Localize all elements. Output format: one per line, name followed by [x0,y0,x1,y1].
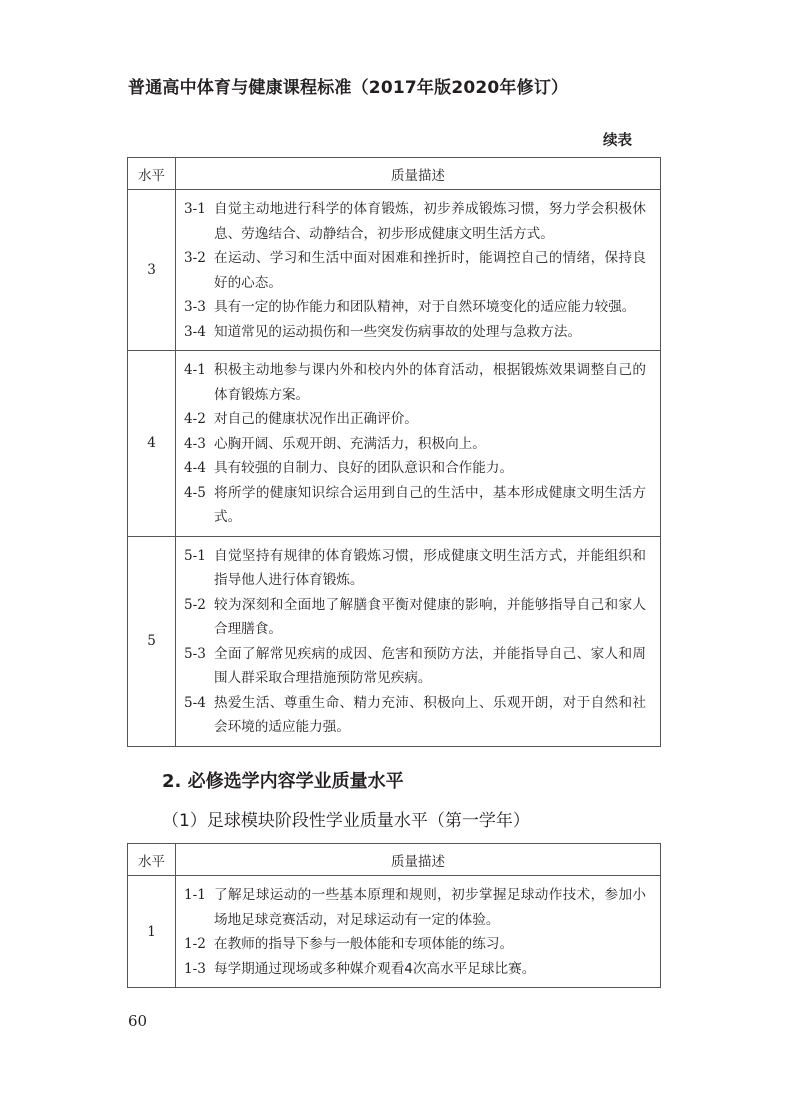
quality-table-continued [127,157,661,747]
description-cell [176,190,661,351]
running-header: 普通高中体育与健康课程标准（2017年版2020年修订） [128,78,569,98]
section-heading: 2. 必修选学内容学业质量水平 [162,771,404,792]
quality-item [184,593,646,642]
level-cell: 5 [128,536,176,746]
item-number: 5-3 [184,645,206,662]
quality-item [184,544,646,593]
item-number: 3-3 [184,299,206,315]
item-text: 在教师的指导下参与一般体能和专项体能的练习。 [214,936,514,952]
item-text: 全面了解常见疾病的成因、危害和预防方法，并能指导自己、家人和周围人群采取合理措施预防常见疾病。 [214,645,646,686]
item-text: 具有较强的自制力、良好的团队意识和合作能力。 [214,460,514,476]
quality-item [184,481,646,530]
item-text: 自觉坚持有规律的体育锻炼习惯，形成健康文明生活方式，并能组织和指导他人进行体育锻炼。 [214,547,646,588]
item-text: 心胸开阔、乐观开朗、充满活力，积极向上。 [214,435,486,452]
item-text: 将所学的健康知识综合运用到自己的生活中，基本形成健康文明生活方式。 [214,484,646,525]
table-row-level-3 [128,190,661,351]
level-cell: 3 [128,190,176,351]
page-number: 60 [128,1012,148,1030]
item-number: 3-4 [184,323,206,340]
item-number: 4-5 [184,484,206,501]
item-number: 1-3 [184,960,206,977]
quality-item [184,320,646,345]
quality-item [184,691,646,740]
item-number: 4-4 [184,460,206,476]
description-cell [176,536,661,746]
column-header-level: 水平 [128,844,176,876]
item-text: 在运动、学习和生活中面对困难和挫折时，能调控自己的情绪，保持良好的心态。 [214,250,646,291]
level-cell: 1 [128,876,176,988]
table-row-level-4 [128,351,661,537]
subsection-heading: （1）足球模块阶段性学业质量水平（第一学年） [162,811,530,831]
item-text: 热爱生活、尊重生命、精力充沛、积极向上、乐观开朗，对于自然和社会环境的适应能力强。 [214,694,646,735]
item-text: 对自己的健康状况作出正确评价。 [214,411,418,427]
column-header-level: 水平 [128,158,176,190]
continued-table-label: 续表 [603,133,632,149]
item-number: 3-2 [184,250,206,266]
football-quality-table [127,843,661,988]
column-header-description: 质量描述 [176,158,661,190]
item-number: 1-2 [184,936,206,952]
item-number: 4-2 [184,411,206,427]
item-number: 3-1 [184,201,206,217]
item-text: 积极主动地参与课内外和校内外的体育活动，根据锻炼效果调整自己的体育锻炼方案。 [214,362,646,403]
quality-item [184,432,646,457]
item-text: 每学期通过现场或多种媒介观看4次高水平足球比赛。 [214,960,536,977]
quality-item [184,246,646,295]
quality-item [184,642,646,691]
item-number: 4-1 [184,362,206,378]
table-header-row [128,158,661,190]
item-number: 5-2 [184,596,206,613]
description-cell [176,876,661,988]
item-number: 4-3 [184,435,206,452]
quality-item [184,358,646,407]
item-text: 较为深刻和全面地了解膳食平衡对健康的影响，并能够指导自己和家人合理膳食。 [214,596,646,637]
quality-item [184,456,646,481]
quality-item [184,407,646,432]
item-number: 5-4 [184,694,206,711]
table-header-row [128,844,661,876]
quality-item [184,197,646,246]
item-text: 具有一定的协作能力和团队精神，对于自然环境变化的适应能力较强。 [214,299,636,315]
item-text: 了解足球运动的一些基本原理和规则，初步掌握足球动作技术，参加小场地足球竞赛活动，对足球运动有一定的体验。 [214,887,646,928]
quality-item [184,932,646,957]
item-text: 知道常见的运动损伤和一些突发伤病事故的处理与急救方法。 [214,323,582,340]
description-cell [176,351,661,537]
quality-item [184,883,646,932]
column-header-description: 质量描述 [176,844,661,876]
level-cell: 4 [128,351,176,537]
quality-item [184,957,646,982]
table-row-level-1 [128,876,661,988]
item-text: 自觉主动地进行科学的体育锻炼，初步养成锻炼习惯，努力学会积极休息、劳逸结合、动静结合，初步形成健康文明生活方式。 [214,201,646,242]
item-number: 5-1 [184,547,206,564]
table-row-level-5 [128,536,661,746]
item-number: 1-1 [184,887,206,903]
quality-item [184,295,646,320]
